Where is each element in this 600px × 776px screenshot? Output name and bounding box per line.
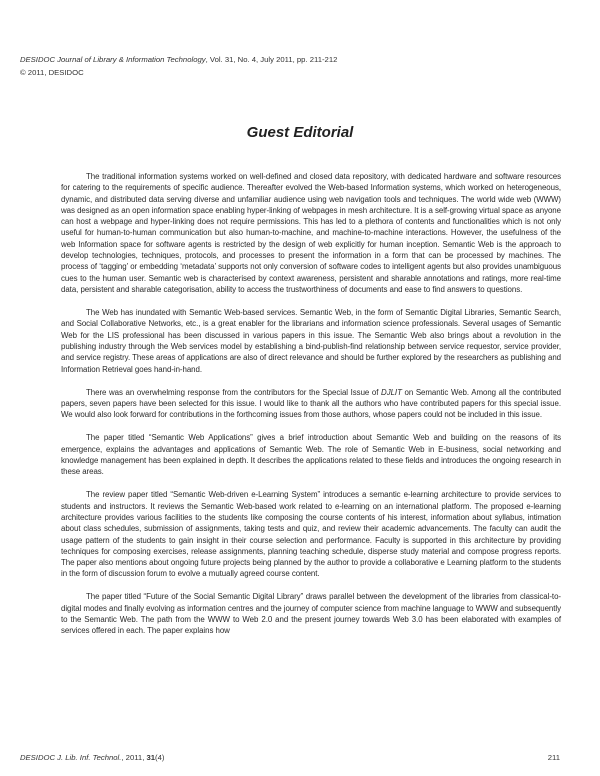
paragraph-6: The paper titled “Future of the Social Semantic Digital Library” draws parallel between the development of the libraries from classical-to-digital modes and finally evolving as information centres and the journey of computer science from machine language to WWW and subsequently to the Semantic Web. The path from the WWW to Web 2.0 and the present journey towards Web 3.0 has been elaborated with examples of services offered in each. The paper explains how bbox=[61, 592, 561, 636]
footer-volume: 31 bbox=[146, 753, 156, 762]
paragraph-3-start: There was an overwhelming response from the contributors for the Special Issue of bbox=[86, 387, 382, 397]
article-body bbox=[61, 171, 561, 648]
footer-citation bbox=[20, 753, 164, 762]
paragraph-3 bbox=[61, 387, 561, 421]
paragraph-3-end: on Semantic Web. Among all the contributed papers, seven papers have been selected for this issue. I would like to thank all the authors who have contributed papers for this special issue. We would also look forward for contributions in the forthcoming issues from those authors, whose papers could not be included in this issue. bbox=[61, 387, 562, 420]
footer-journal-abbrev: DESIDOC J. Lib. Inf. Technol. bbox=[20, 753, 122, 762]
footer-issue: (4) bbox=[155, 753, 165, 762]
paragraph-5: The review paper titled “Semantic Web-driven e-Learning System” introduces a semantic e-learning architecture to provide services to students and instructors. It reviews the Semantic Web-based work related to e-learning on an international platform. The proposed e-learning architecture provides various facilities to the students like composing the course contents of his interest, information about syllabus, intimation about class schedules, submission of assignments, taking tests and quiz, and review their academic advancements. The faculty can audit the usage pattern of the students to gain insight in their course selection and performance. Faculty is supported in this architecture by providing techniques for composing exercises, release assignments, planning teaching schedule, disperse study material and compose progress reports. The paper also mentions about ongoing future projects being planned by the author to provide a collaborative e Learning platform to the students in the form of discussion forum to evolve a mutually agreed course content. bbox=[61, 490, 561, 579]
footer-year: , 2011, bbox=[121, 753, 147, 762]
journal-citation bbox=[20, 53, 337, 66]
paragraph-4: The paper titled “Semantic Web Applications” gives a brief introduction about Semantic Web and building on the reasons of its emergence, explains the advantages and applications of Semantic Web. The role of Semantic Web in E-business, social networking and knowledge management has been explained in depth. It describes the applications related to these fields and introduces the ongoing research in these areas. bbox=[61, 433, 561, 477]
journal-acronym: DJLIT bbox=[381, 387, 402, 397]
paragraph-2: The Web has inundated with Semantic Web-based services. Semantic Web, in the form of Semantic Digital Libraries, Semantic Search, and Social Collaborative Networks, etc., is a great enabler for the librarians and information science professionals. Several usages of Semantic Web for the LIS professional has been discussed in various papers in this issue. The Semantic Web also brings about a revolution in the publishing industry through the Web services model by establishing a bind-publish-find relationship between service requestor, service provider, and service registry. These areas of applications are also of direct relevance and should be further explored by the researchers as publishing and Information Retrieval goes hand-in-hand. bbox=[61, 308, 561, 374]
citation-details: , Vol. 31, No. 4, July 2011, pp. 211-212 bbox=[205, 55, 338, 64]
paragraph-1: The traditional information systems worked on well-defined and closed data repository, with dedicated hardware and software resources for catering to the requirements of specific audience. Thereafter evolved the Web-based Information systems, which worked on heterogeneous, dynamic, and distributed data serving diverse and unfamiliar audience using web navigation tools and techniques. The world wide web (WWW) was designed as an open information space enabling hyper-linking of webpages in mesh architecture. It is a self-growing virtual space as anyone can host a webpage and hyper-linking does not require permissions. This has led to a plethora of contents and functionalities which is not only useful for human-to-human communication but also human-to-machine, and machine-to-machine interactions. However, the usefulness of the web Information space for software agents is restricted by the design of web explicitly for human inception. Semantic Web is the approach to develop technologies, techniques, protocols, and processes to present the information in a form that can be processed by machines. The process of ‘tagging’ or embedding ‘metadata’ supports not only conversion of software codes to intelligent agents but also provides unambiguous cues to the human user. Semantic web is characterised by context awareness, persistent and sharable annotations and ratings, more real-time data, persistent and sharable categorisation, ability to access the trustworthiness of documents and ease to find answers to questions. bbox=[61, 172, 561, 294]
copyright-line: © 2011, DESIDOC bbox=[20, 68, 84, 77]
journal-name: DESIDOC Journal of Library & Information Technology bbox=[20, 55, 206, 64]
page-number: 211 bbox=[547, 753, 560, 762]
page-title: Guest Editorial bbox=[246, 124, 354, 141]
running-header bbox=[20, 53, 337, 79]
